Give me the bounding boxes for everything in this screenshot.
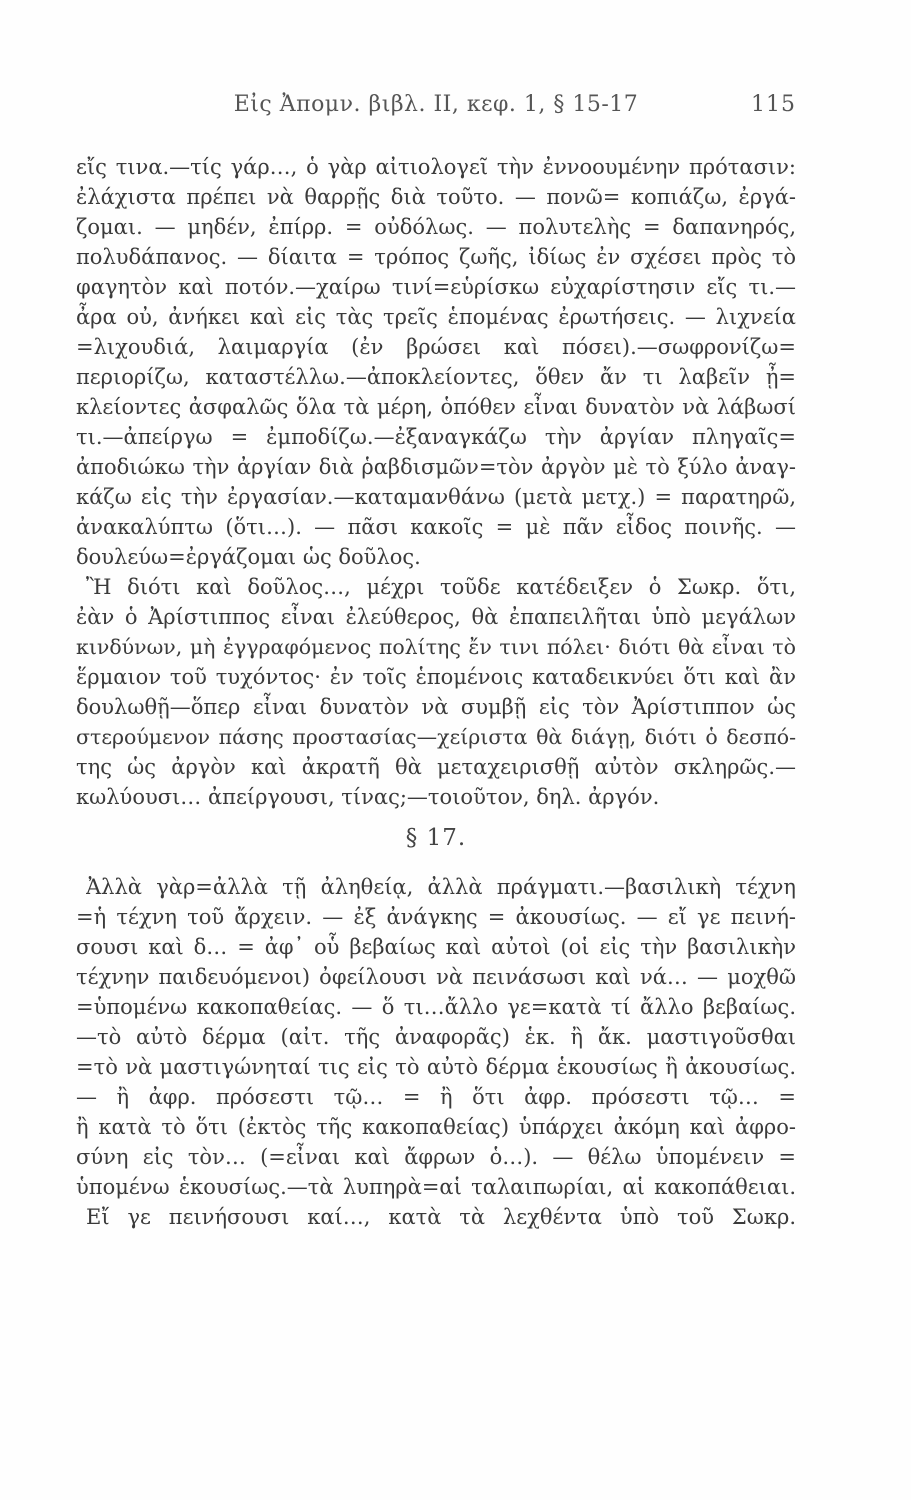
text-line: φαγητὸν καὶ ποτόν.—χαίρω τινί=εὑρίσκω εὐχαρίστησιν εἴς τι.— [76, 275, 796, 299]
text-line: ἆρα οὐ, ἀνήκει καὶ εἰς τὰς τρεῖς ἑπομένας ἐρωτήσεις. — λιχνεία [76, 305, 796, 329]
text-line: ἕρμαιον τοῦ τυχόντος· ἐν τοῖς ἑπομένοις καταδεικνύει ὅτι καὶ ἂν [76, 665, 796, 689]
section-heading: § 17. [405, 825, 467, 851]
text-line: κάζω εἰς τὴν ἐργασίαν.—καταμανθάνω (μετὰ μετχ.) = παρατηρῶ, [76, 485, 796, 509]
text-line: κλείοντες ἀσφαλῶς ὅλα τὰ μέρη, ὁπόθεν εἶναι δυνατὸν νὰ λάβωσί [76, 395, 796, 419]
text-line: =ὑπομένω κακοπαθείας. — ὅ τι…ἄλλο γε=κατὰ τί ἄλλο βεβαίως. [76, 995, 796, 1019]
text-line: εἴς τινα.—τίς γάρ…, ὁ γὰρ αἰτιολογεῖ τὴν ἐννοουμένην πρότασιν: [76, 155, 796, 179]
text-line: Ἢ διότι καὶ δοῦλος…, μέχρι τοῦδε κατέδειξεν ὁ Σωκρ. ὅτι, [86, 575, 796, 599]
text-line: ἐὰν ὁ Ἀρίστιππος εἶναι ἐλεύθερος, θὰ ἐπαπειλῆται ὑπὸ μεγάλων [76, 605, 796, 629]
text-line: δουλωθῇ—ὅπερ εἶναι δυνατὸν νὰ συμβῇ εἰς τὸν Ἀρίστιππον ὡς [76, 695, 796, 719]
text-line: Εἴ γε πεινήσουσι καί…, κατὰ τὰ λεχθέντα ὑπὸ τοῦ Σωκρ. [86, 1205, 796, 1229]
text-line: Ἀλλὰ γὰρ=ἀλλὰ τῇ ἀληθείᾳ, ἀλλὰ πράγματι.—βασιλικὴ τέχνη [86, 875, 796, 899]
text-line: περιορίζω, καταστέλλω.—ἀποκλείοντες, ὅθεν ἄν τι λαβεῖν ᾖ= [76, 365, 796, 389]
text-line: δουλεύω=ἐργάζομαι ὡς δοῦλος. [76, 545, 421, 569]
running-header [76, 92, 796, 122]
text-line: πολυδάπανος. — δίαιτα = τρόπος ζωῆς, ἰδίως ἐν σχέσει πρὸς τὸ [76, 245, 796, 269]
text-line: σύνη εἰς τὸν… (=εἶναι καὶ ἄφρων ὁ…). — θέλω ὑπομένειν = [76, 1145, 796, 1169]
text-line: σουσι καὶ δ… = ἀφ᾽ οὗ βεβαίως καὶ αὐτοὶ (οἱ εἰς τὴν βασιλικὴν [76, 935, 796, 959]
text-line: κινδύνων, μὴ ἐγγραφόμενος πολίτης ἔν τινι πόλει· διότι θὰ εἶναι τὸ [76, 635, 796, 659]
text-line: τέχνην παιδευόμενοι) ὀφείλουσι νὰ πεινάσωσι καὶ νά… — μοχθῶ [76, 965, 796, 989]
text-line: της ὡς ἀργὸν καὶ ἀκρατῆ θὰ μεταχειρισθῇ αὐτὸν σκληρῶς.— [76, 755, 796, 779]
text-line: τι.—ἀπείργω = ἐμποδίζω.—ἐξαναγκάζω τὴν ἀργίαν πληγαῖς= [76, 425, 796, 449]
text-line: =ἡ τέχνη τοῦ ἄρχειν. — ἐξ ἀνάγκης = ἀκουσίως. — εἴ γε πεινή- [76, 905, 796, 929]
text-line: =τὸ νὰ μαστιγώνηταί τις εἰς τὸ αὐτὸ δέρμα ἑκουσίως ἢ ἀκουσίως. [76, 1055, 796, 1079]
text-line: ἀνακαλύπτω (ὅτι…). — πᾶσι κακοῖς = μὲ πᾶν εἶδος ποινῆς. — [76, 515, 796, 539]
text-line: ὑπομένω ἑκουσίως.—τὰ λυπηρὰ=αἱ ταλαιπωρίαι, αἱ κακοπάθειαι. [76, 1175, 796, 1199]
text-line: =λιχουδιά, λαιμαργία (ἐν βρώσει καὶ πόσει).—σωφρονίζω= [76, 335, 796, 359]
text-line: —τὸ αὐτὸ δέρμα (αἰτ. τῆς ἀναφορᾶς) ἑκ. ἢ ἄκ. μαστιγοῦσθαι [76, 1025, 796, 1049]
page-number: 115 [751, 92, 796, 117]
text-line: στερούμενον πάσης προστασίας—χείριστα θὰ διάγῃ, διότι ὁ δεσπό- [76, 725, 796, 749]
text-line: ἐλάχιστα πρέπει νὰ θαρρῇς διὰ τοῦτο. — πονῶ= κοπιάζω, ἐργά- [76, 185, 796, 209]
text-line: ἢ κατὰ τὸ ὅτι (ἐκτὸς τῆς κακοπαθείας) ὑπάρχει ἀκόμη καὶ ἀφρο- [76, 1115, 796, 1139]
text-line: — ἢ ἀφρ. πρόσεστι τῷ… = ἢ ὅτι ἀφρ. πρόσεστι τῷ… = [76, 1085, 796, 1109]
running-header-title: Εἰς Ἀπομν. βιβλ. ΙΙ, κεφ. 1, § 15-17 [233, 92, 639, 117]
text-line: ἀποδιώκω τὴν ἀργίαν διὰ ῥαβδισμῶν=τὸν ἀργὸν μὲ τὸ ξύλο ἀναγ- [76, 455, 796, 479]
text-line: ζομαι. — μηδέν, ἐπίρρ. = οὐδόλως. — πολυτελὴς = δαπανηρός, [76, 215, 796, 239]
text-line: κωλύουσι… ἀπείργουσι, τίνας;—τοιοῦτον, δηλ. ἀργόν. [76, 785, 660, 809]
